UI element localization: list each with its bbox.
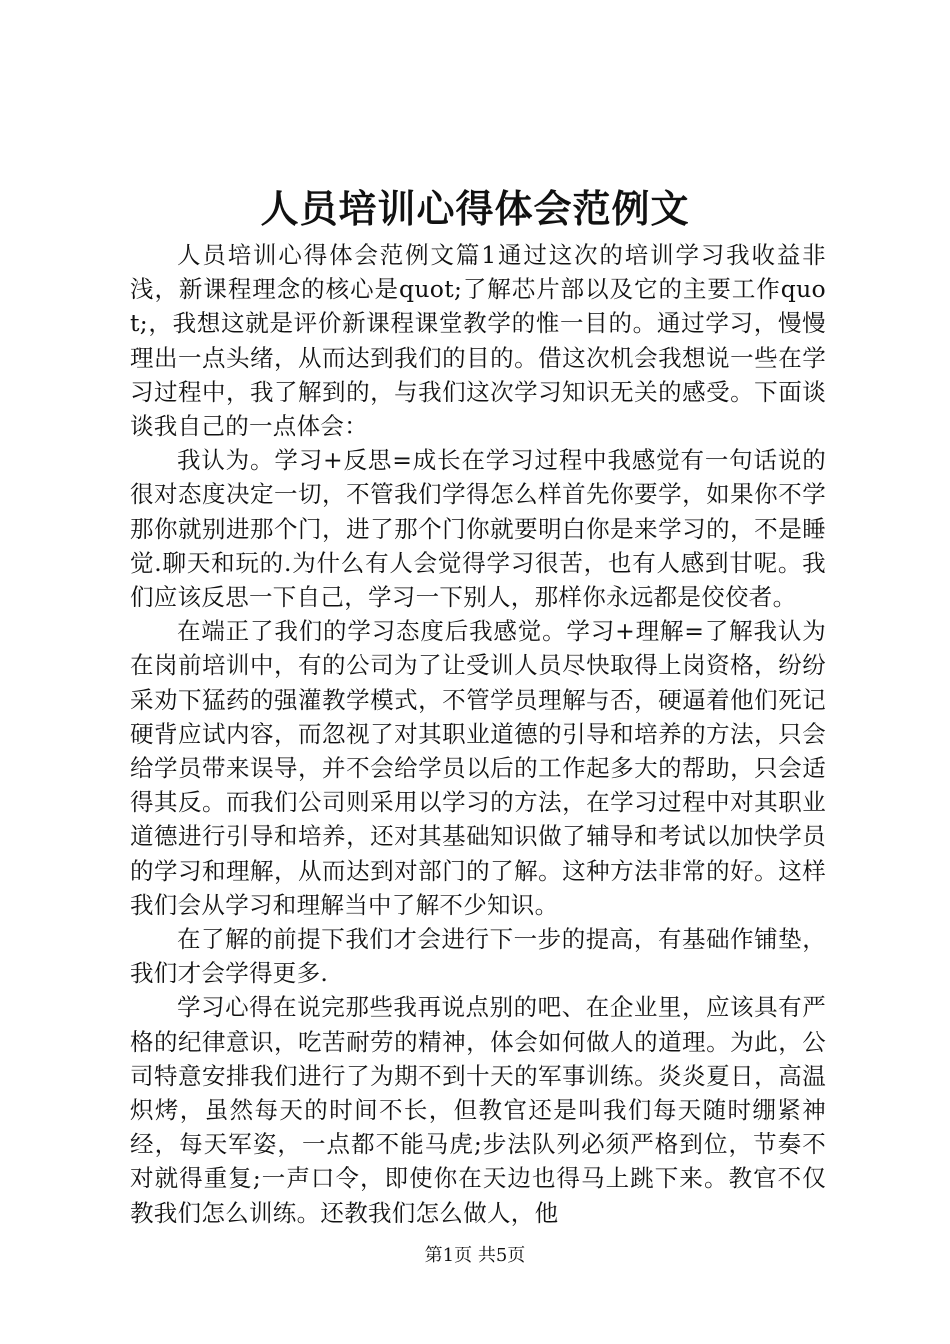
paragraph-3: 在端正了我们的学习态度后我感觉。学习+理解=了解我认为在岗前培训中，有的公司为了让受训人员尽快取得上岗资格，纷纷采劝下猛药的强灌教学模式，不管学员理解与否，硬逼着他们死记硬背应试内容，而忽视了对其职业道德的引导和培养的方法，只会给学员带来误导，并不会给学员以后的工作起多大的帮助，只会适得其反。而我们公司则采用以学习的方法，在学习过程中对其职业道德进行引导和培养，还对其基础知识做了辅导和考试以加快学员的学习和理解，从而达到对部门的了解。这种方法非常的好。这样我们会从学习和理解当中了解不少知识。 [130,617,826,919]
document-body [130,238,826,1230]
page-indicator: 第1页 共5页 [424,1245,526,1266]
paragraph-5: 学习心得在说完那些我再说点别的吧、在企业里，应该具有严格的纪律意识，吃苦耐劳的精神，体会如何做人的道理。为此，公司特意安排我们进行了为期不到十天的军事训练。炎炎夏日，高温炽烤，虽然每天的时间不长，但教官还是叫我们每天随时绷紧神经，每天军姿，一点都不能马虎;步法队列必须严格到位，节奏不对就得重复;一声口令，即使你在天边也得马上跳下来。教官不仅教我们怎么训练。还教我们怎么做人，他 [130,993,826,1227]
paragraph-2: 我认为。学习+反思=成长在学习过程中我感觉有一句话说的很对态度决定一切，不管我们学得怎么样首先你要学，如果你不学那你就别进那个门，进了那个门你就要明白你是来学习的，不是睡觉.聊天和玩的.为什么有人会觉得学习很苦，也有人感到甘呢。我们应该反思一下自己，学习一下别人，那样你永远都是佼佼者。 [130,446,826,612]
page-footer [0,1244,950,1268]
paragraph-1: 人员培训心得体会范例文篇1通过这次的培训学习我收益非浅，新课程理念的核心是quot;了解芯片部以及它的主要工作quot;，我想这就是评价新课程课堂教学的惟一目的。通过学习，慢慢理出一点头绪，从而达到我们的目的。借这次机会我想说一些在学习过程中，我了解到的，与我们这次学习知识无关的感受。下面谈谈我自己的一点体会： [130,241,826,441]
paragraph-4: 在了解的前提下我们才会进行下一步的提高，有基础作铺垫，我们才会学得更多. [130,925,826,988]
document-title: 人员培训心得体会范例文 [260,186,690,231]
